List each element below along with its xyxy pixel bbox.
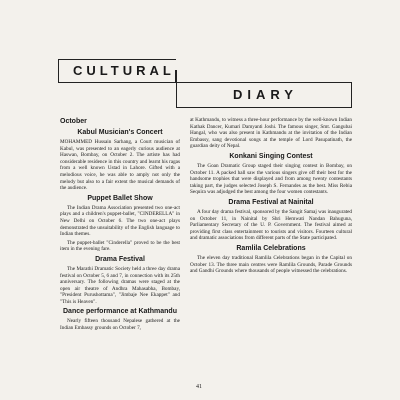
diary-title: DIARY	[233, 87, 298, 102]
section-heading: Dance performance at Kathmandu	[63, 308, 177, 316]
cultural-title: CULTURAL	[73, 63, 175, 78]
section-paragraph: The Indian Drama Association presented two one-act plays and a children's puppet-ballet, "CINDERELLA" in New Delhi on October 6. The two one-act plays demonstrated the unsuitability of the English language to Indian themes.	[60, 204, 180, 238]
cultural-header-box	[58, 59, 176, 83]
section-paragraph: A four day drama festival, sponsored by the Sangit Samaj was inaugurated on October 11, in Nainital by Shri Hemwati Nandan Bahuguna, Parliamentary Secretary of the U. P. Government. The festival aimed at providing first class entertainment to tourists and visitors. Fourteen cultural and dramatic associations from different parts of the State participated.	[190, 208, 352, 242]
section-paragraph: at Kathmandu, to witness a three-hour performance by the well-known Indian Kathak Dancer, Kumari Damyanti Joshi. The famous singer, Smt. Gangubai Hangal, who was also present in Kathmandu at the invitation of the Indian Embassy, sang devotional songs at the temple of Lord Pasupatinath, the guardian deity of Nepal.	[190, 117, 352, 150]
section-heading: Ramlila Celebrations	[236, 244, 306, 252]
section-paragraph: The puppet-ballet "Cinderella" proved to be the best item in the evening fare.	[60, 239, 180, 253]
section-heading: Konkani Singing Contest	[229, 152, 313, 160]
section-paragraph: The eleven day traditional Ramlila Celebrations began in the Capital on October 13. The three main centres were Ramlila Grounds, Parade Grounds and Gandhi Grounds where thousands of people witnessed the celebrations.	[190, 254, 352, 275]
section-heading: Puppet Ballet Show	[87, 194, 153, 202]
section-paragraph: MOHAMMED Hussain Sarhang, a Court musician of Kabul, was presented to an eagerly curious audience at Haswan, Bombay, on October 2. The artiste has had considerable residence in this country and learnt his ragas from a well known Ustad in Lahore. Gifted with a melodious voice, he was able to amply not only the melody but also to a fair extent the musical demands of the audience.	[60, 139, 180, 192]
section-heading: Kabul Musician's Concert	[77, 129, 163, 136]
diary-header-box	[176, 82, 352, 108]
month-heading: October	[60, 118, 87, 125]
section-heading: Drama Festival at Nainital	[228, 198, 314, 206]
page-number: 41	[196, 384, 202, 390]
right-column	[190, 117, 352, 277]
section-paragraph: The Marathi Dramatic Society held a three day drama festival on October 5, 6 and 7, in connection with its 25th anniversary. The following dramas were staged at the open air theatre of Andhra Mahasabha, Bombay, "President Purushottama", "Jimbaje Nee Ekappet" and "This is Heaven".	[60, 265, 180, 305]
section-paragraph: The Goan Dramatic Group staged their singing contest in Bombay, on October 11. A packed hall saw the various singers give off their best for the handsome trophies that were displayed and from among twenty contestants taking part, the judges selected Joseph S. Fernandes as the best. Miss Rebia Sequira was adjudged the best among the four women contestants.	[190, 162, 352, 196]
section-heading: Drama Festival	[95, 255, 145, 263]
left-column	[60, 117, 180, 334]
section-paragraph: Nearly fifteen thousand Nepalese gathered at the Indian Embassy grounds on October 7,	[60, 318, 180, 332]
